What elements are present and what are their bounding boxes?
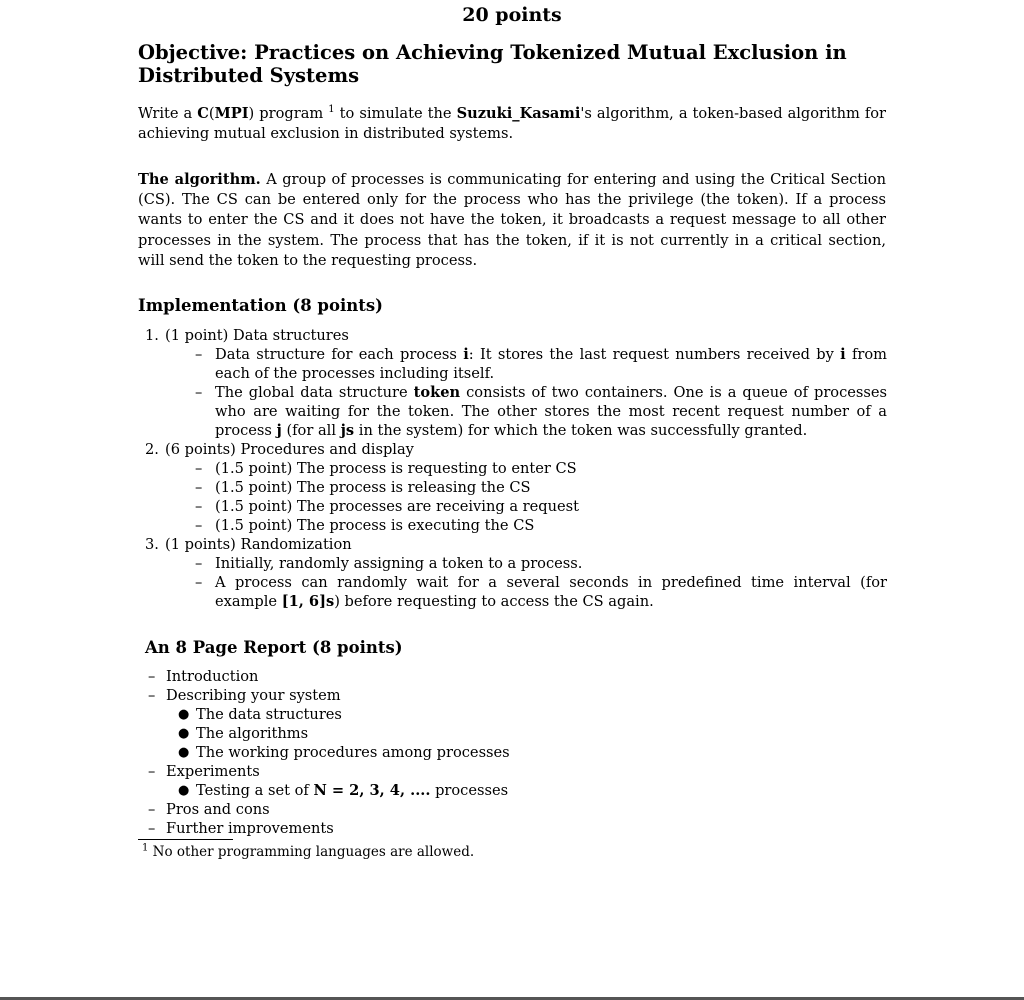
- item-number: 3.: [145, 536, 159, 553]
- report-item: [148, 686, 890, 705]
- report-item: [148, 667, 890, 686]
- bullet-item: [176, 781, 890, 800]
- sub-text: Initially, randomly assigning a token to a process.: [215, 555, 583, 572]
- item-number: 2.: [145, 441, 159, 458]
- bullet-text: Testing a set of: [196, 782, 314, 799]
- sub-item: [195, 478, 887, 497]
- sub-bold: i: [463, 346, 469, 363]
- report-item: [148, 800, 890, 819]
- implementation-list: [145, 326, 887, 611]
- item-label: (1 point) Data structures: [165, 327, 349, 344]
- sub-item: [195, 554, 887, 573]
- dash-marker: –: [195, 479, 203, 496]
- bullet-item: [176, 743, 890, 762]
- dash-marker: –: [148, 687, 156, 704]
- item-label: (1 points) Randomization: [165, 536, 352, 553]
- dash-marker: –: [195, 346, 203, 363]
- item-label: (6 points) Procedures and display: [165, 441, 414, 458]
- report-heading: An 8 Page Report (8 points): [145, 638, 403, 657]
- sub-item: [195, 497, 887, 516]
- sub-text: Data structure for each process: [215, 346, 464, 363]
- report-item-text: Experiments: [166, 763, 260, 780]
- footnote-mark: 1: [142, 842, 149, 854]
- sub-item: [195, 516, 887, 535]
- sub-text: The global data structure: [215, 384, 414, 401]
- sub-text: ) before requesting to access the CS again.: [334, 593, 654, 610]
- dash-marker: –: [195, 574, 203, 591]
- sub-bold: j: [276, 422, 282, 439]
- sub-list: [165, 345, 887, 440]
- dash-marker: –: [148, 668, 156, 685]
- bullet-list: [148, 705, 890, 762]
- item-number: 1.: [145, 327, 159, 344]
- sub-text: (1.5 point) The process is releasing the CS: [215, 479, 531, 496]
- intro-text: 's algorithm, a token-based algorithm for achieving mutual exclusion in distributed systems.: [138, 105, 886, 143]
- sub-item: [195, 459, 887, 478]
- dash-marker: –: [195, 460, 203, 477]
- dash-marker: –: [148, 820, 156, 837]
- bullet-marker: ●: [178, 707, 190, 722]
- algorithm-label: The algorithm.: [138, 171, 261, 188]
- intro-bold-algorithm-name: Suzuki_Kasami: [456, 105, 581, 122]
- dash-marker: –: [195, 498, 203, 515]
- sub-bold: i: [840, 346, 846, 363]
- sub-text: in the system) for which the token was successfully granted.: [354, 422, 808, 439]
- sub-item: [195, 383, 887, 440]
- footnote-divider: [138, 839, 233, 840]
- report-item-text: Describing your system: [166, 687, 341, 704]
- report-item-text: Introduction: [166, 668, 259, 685]
- dash-marker: –: [148, 763, 156, 780]
- algorithm-paragraph: [138, 170, 886, 271]
- intro-bold-mpi: MPI: [214, 105, 249, 122]
- sub-text: (1.5 point) The process is executing the CS: [215, 517, 535, 534]
- intro-text: to simulate the: [334, 105, 457, 122]
- bullet-bold: N = 2, 3, 4, ....: [313, 782, 431, 799]
- impl-item-1: [145, 326, 887, 440]
- sub-text: A process can randomly wait for a several seconds in predefined time interval (for example: [215, 574, 887, 610]
- sub-text: consists of two containers. One is a queue of processes who are waiting for the token. The other stores the most recent request number of a process: [215, 384, 887, 439]
- sub-bold: [1, 6]s: [281, 593, 335, 610]
- dash-marker: –: [195, 384, 203, 401]
- sub-bold: token: [413, 384, 461, 401]
- bullet-marker: ●: [178, 745, 190, 760]
- report-item-text: Pros and cons: [166, 801, 270, 818]
- impl-item-2: [145, 440, 887, 535]
- report-item-text: Further improvements: [166, 820, 334, 837]
- sub-text: : It stores the last request numbers received by: [468, 346, 841, 363]
- intro-text: ) program: [248, 105, 329, 122]
- objective-heading: Objective: Practices on Achieving Tokenized Mutual Exclusion in Distributed Systems: [138, 41, 847, 87]
- sub-text: from each of the processes including itself.: [215, 346, 887, 382]
- bullet-text: The working procedures among processes: [196, 744, 510, 761]
- report-item: [148, 762, 890, 781]
- sub-list: [165, 459, 887, 535]
- intro-text: Write a: [138, 105, 198, 122]
- report-item: [148, 819, 890, 838]
- footnote-ref: 1: [328, 104, 335, 116]
- points-title: 20 points: [462, 4, 562, 26]
- dash-marker: –: [195, 517, 203, 534]
- bullet-item: [176, 705, 890, 724]
- bullet-marker: ●: [178, 783, 190, 798]
- dash-marker: –: [195, 555, 203, 572]
- impl-item-3: [145, 535, 887, 611]
- bullet-text: processes: [430, 782, 509, 799]
- sub-text: (for all: [281, 422, 341, 439]
- bullet-marker: ●: [178, 726, 190, 741]
- algorithm-text: A group of processes is communicating for entering and using the Critical Section (CS). The CS can be entered only for the process who has the privilege (the token). If a process wants to enter the CS and it does not have the token, it broadcasts a request message to all other processes in the system. The process that has the token, if it is not currently in a critical section, will send the token to the requesting process.: [138, 171, 886, 269]
- footnote: [142, 844, 474, 860]
- implementation-heading: Implementation (8 points): [138, 296, 383, 315]
- dash-marker: –: [148, 801, 156, 818]
- sub-item: [195, 573, 887, 611]
- bullet-text: The algorithms: [196, 725, 309, 742]
- intro-text: (: [208, 105, 215, 122]
- footnote-text: No other programming languages are allowed.: [148, 844, 475, 860]
- intro-bold-c: C: [197, 105, 209, 122]
- sub-list: [165, 554, 887, 611]
- bullet-item: [176, 724, 890, 743]
- intro-paragraph: [138, 104, 886, 144]
- bullet-list: [148, 781, 890, 800]
- report-list: [148, 667, 890, 838]
- sub-text: (1.5 point) The process is requesting to enter CS: [215, 460, 577, 477]
- sub-item: [195, 345, 887, 383]
- sub-text: (1.5 point) The processes are receiving a request: [215, 498, 580, 515]
- bullet-text: The data structures: [196, 706, 342, 723]
- sub-bold: js: [340, 422, 355, 439]
